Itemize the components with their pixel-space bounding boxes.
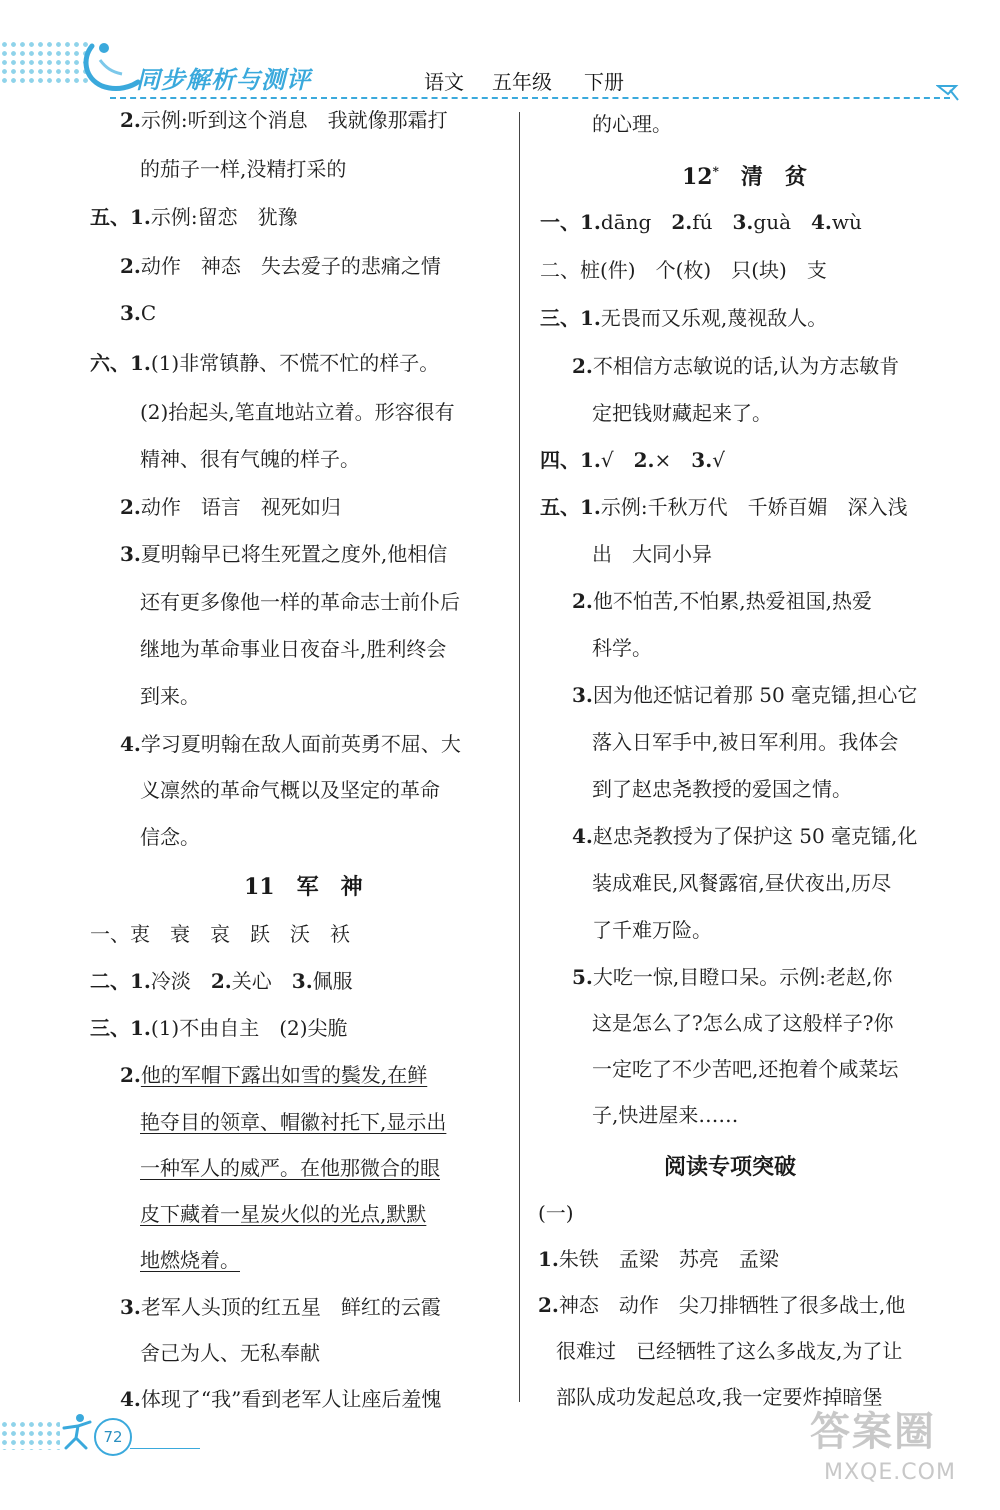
answer-line: 的心理。 (592, 112, 672, 136)
answer-line: 部队成功发起总攻,我一定要炸掉暗堡 (556, 1385, 883, 1409)
answer-line: 科学。 (592, 636, 652, 660)
answer-line: (一) (538, 1201, 574, 1225)
answer-line: 三、1.(1)不由自主 (2)尖脆 (90, 1016, 348, 1040)
answer-line: 3.因为他还惦记着那 50 毫克镭,担心它 (572, 683, 918, 707)
volume-label: 下册 (584, 70, 624, 94)
answer-line: 3.夏明翰早已将生死置之度外,他相信 (120, 542, 448, 566)
underlined-quote-line: 皮下藏着一星炭火似的光点,默默 (140, 1202, 427, 1226)
footer-rule (130, 1448, 200, 1449)
answer-line: 定把钱财藏起来了。 (592, 401, 772, 425)
answer-line: 五、1.示例:千秋万代 千娇百媚 深入浅 (540, 495, 908, 519)
brand-logo-icon (72, 38, 142, 94)
page-header (0, 0, 1000, 110)
underlined-quote-line: 一种军人的威严。在他那微合的眼 (140, 1156, 440, 1180)
answer-line: 了千难万险。 (592, 918, 712, 942)
section-title-reading: 阅读专项突破 (664, 1154, 797, 1180)
answer-line: 很难过 已经牺牲了这么多战友,为了让 (556, 1339, 903, 1363)
answer-line: 3.老军人头顶的红五星 鲜红的云霞 (120, 1295, 441, 1319)
answer-line: 五、1.示例:留恋 犹豫 (90, 205, 298, 229)
header-dashed-rule (110, 97, 950, 99)
answer-line: 到了赵忠尧教授的爱国之情。 (592, 777, 852, 801)
answer-line: 2.神态 动作 尖刀排牺牲了很多战士,他 (538, 1293, 906, 1317)
running-figure-icon (58, 1412, 94, 1452)
answer-line: 一、衷 衰 哀 跃 沃 袄 (90, 922, 350, 946)
answer-line: 信念。 (140, 825, 200, 849)
answer-line: 四、1.√ 2.× 3.√ (540, 448, 725, 472)
answer-line: 精神、很有气魄的样子。 (140, 447, 360, 471)
answer-line: 2.动作 语言 视死如归 (120, 495, 341, 519)
answer-line: 2.示例:听到这个消息 我就像那霜打 (120, 108, 448, 132)
answer-line: 二、1.冷淡 2.关心 3.佩服 (90, 969, 353, 993)
answer-line: 继地为革命事业日夜奋斗,胜利终会 (140, 637, 447, 661)
answer-line: 到来。 (140, 684, 200, 708)
answer-line: 3.C (120, 301, 157, 325)
section-title-12: 12* 清 贫 (682, 164, 807, 190)
answer-line: 装成难民,风餐露宿,昼伏夜出,历尽 (592, 871, 892, 895)
answer-line: 5.大吃一惊,目瞪口呆。示例:老赵,你 (572, 965, 893, 989)
watermark-logo-text: 答案圈 (810, 1409, 936, 1455)
answer-line: 还有更多像他一样的革命志士前仆后 (140, 590, 460, 614)
watermark-url: MXQE.COM (824, 1460, 956, 1485)
underlined-quote-line: 艳夺目的领章、帽徽衬托下,显示出 (140, 1110, 447, 1134)
answer-line: 义凛然的革命气概以及坚定的革命 (140, 778, 440, 802)
answer-line: 落入日军手中,被日军利用。我体会 (592, 730, 899, 754)
site-watermark (800, 1400, 980, 1500)
answer-line: 二、桩(件) 个(枚) 只(块) 支 (540, 258, 827, 282)
brand-title: 同步解析与测评 (136, 66, 311, 94)
corner-arrow-icon (936, 80, 960, 104)
answer-line: 一定吃了不少苦吧,还抱着个咸菜坛 (592, 1057, 899, 1081)
answer-line: 六、1.(1)非常镇静、不慌不忙的样子。 (90, 351, 440, 375)
answer-line: 2.动作 神态 失去爱子的悲痛之情 (120, 254, 441, 278)
grade-label: 五年级 (492, 70, 552, 94)
answer-line: 子,快进屋来…… (592, 1103, 739, 1127)
subject-label: 语文 (424, 70, 464, 94)
underlined-quote-line: 地燃烧着。 (140, 1248, 240, 1272)
answer-line: 2.不相信方志敏说的话,认为方志敏肯 (572, 354, 900, 378)
footer-dot-pattern (0, 1420, 60, 1450)
section-title-11: 11 军 神 (244, 874, 363, 900)
answer-line: 舍己为人、无私奉献 (140, 1341, 320, 1365)
answer-line: 三、1.无畏而又乐观,蔑视敌人。 (540, 306, 828, 330)
answer-line: 一、1.dāng 2.fú 3.guà 4.wù (540, 210, 862, 234)
answer-line: 这是怎么了?怎么成了这般样子?你 (592, 1011, 894, 1035)
answer-line: 2.他的军帽下露出如雪的鬓发,在鲜 (120, 1063, 428, 1087)
answer-line: 4.赵忠尧教授为了保护这 50 毫克镭,化 (572, 824, 918, 848)
page-number: 72 (94, 1418, 132, 1456)
answer-line: 1.朱铁 孟梁 苏亮 孟梁 (538, 1247, 779, 1271)
column-divider (519, 112, 520, 1402)
answer-line: 4.学习夏明翰在敌人面前英勇不屈、大 (120, 732, 461, 756)
answer-line: 的茄子一样,没精打采的 (140, 157, 347, 181)
answer-line: 出 大同小异 (592, 542, 712, 566)
answer-line: 2.他不怕苦,不怕累,热爱祖国,热爱 (572, 589, 872, 613)
answer-line: (2)抬起头,笔直地站立着。形容很有 (140, 400, 455, 424)
answer-line: 4.体现了“我”看到老军人让座后羞愧 (120, 1387, 442, 1411)
